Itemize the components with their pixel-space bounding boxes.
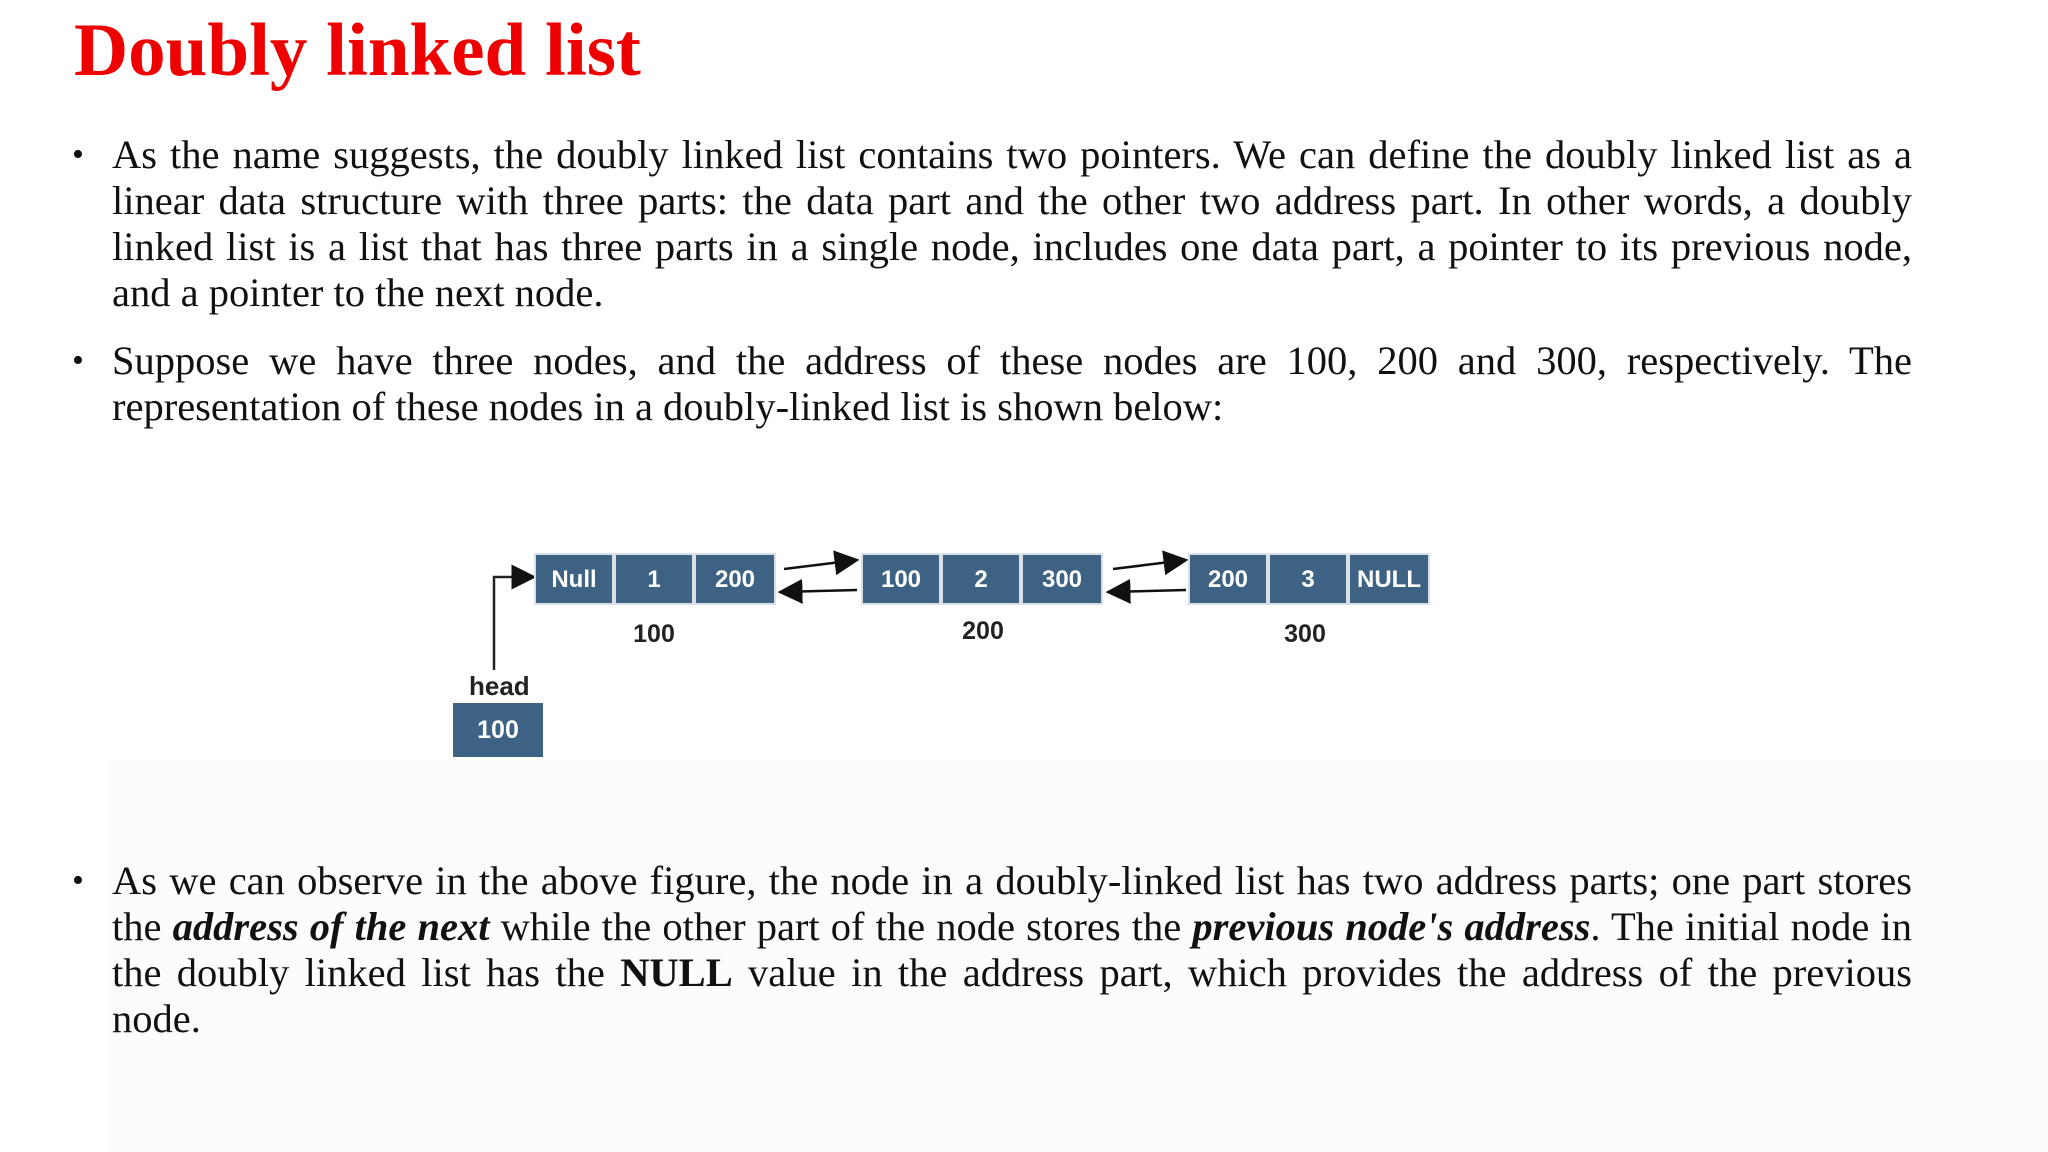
node-3-address: 300: [1284, 620, 1326, 648]
next-arrow-1: [784, 560, 857, 569]
node-2-data-cell: [941, 553, 1021, 605]
node-1-prev: Null: [551, 566, 597, 593]
bullet-3-part3: . The initial node in the doubly linked list has the: [112, 904, 1913, 995]
node-1-address: 100: [633, 620, 675, 648]
prev-arrow-1: [780, 590, 857, 592]
node-3-next: NULL: [1357, 566, 1421, 593]
head-pointer-arrow: [494, 577, 534, 670]
node-2-prev-cell: [861, 553, 941, 605]
node-1-data-cell: [614, 553, 694, 605]
node-3-prev-cell: [1188, 553, 1268, 605]
head-value: 100: [477, 716, 519, 744]
node-1-data: 1: [647, 566, 661, 593]
node-2-next: 300: [1041, 566, 1083, 593]
head-label: head: [469, 671, 530, 701]
bullet-1-text: As the name suggests, the doubly linked list contains two pointers. We can define the doubly linked list as a linear data structure with three parts: the data part and the other two address part. In other words, a doubly linked list is a list that has three parts in a single node, includes one data part, a pointer to its previous node, and a pointer to the next node.: [112, 132, 1912, 315]
node-1-next: 200: [714, 566, 756, 593]
bullet-dot: •: [72, 342, 84, 379]
bullet-3-part4: value in the address part, which provides the address of the previous node.: [112, 950, 1912, 1041]
bullet-3-part1: As we can observe in the above figure, the node in a doubly-linked list has two address parts; one part stores the: [112, 858, 1912, 949]
bullet-dot: •: [72, 862, 84, 899]
bullet-3-part2: while the other part of the node stores the: [489, 904, 1193, 949]
node-3-prev: 200: [1207, 566, 1249, 593]
bullet-2-text: Suppose we have three nodes, and the address of these nodes are 100, 200 and 300, respectively. The representation of these nodes in a doubly-linked list is shown below:: [112, 338, 1912, 429]
prev-arrow-2: [1108, 590, 1186, 592]
node-2-prev: 100: [880, 566, 922, 593]
head-box: [453, 703, 543, 757]
node-1-prev-cell: [534, 553, 614, 605]
node-2-address: 200: [962, 617, 1004, 645]
node-1-next-cell: [694, 553, 776, 605]
bullet-3-emph-prev: previous node's address: [1192, 904, 1591, 949]
node-3-data: 3: [1301, 566, 1315, 593]
next-arrow-2: [1113, 560, 1186, 569]
node-2-next-cell: [1021, 553, 1103, 605]
bullet-3-emph-next: address of the next: [172, 904, 490, 949]
page-title: Doubly linked list: [74, 9, 641, 92]
node-3-data-cell: [1268, 553, 1348, 605]
bullet-3-null: NULL: [620, 950, 733, 995]
node-3-next-cell: [1348, 553, 1430, 605]
bullet-dot: •: [72, 136, 84, 173]
node-2-data: 2: [974, 566, 988, 593]
bullet-3: [72, 858, 1913, 1042]
